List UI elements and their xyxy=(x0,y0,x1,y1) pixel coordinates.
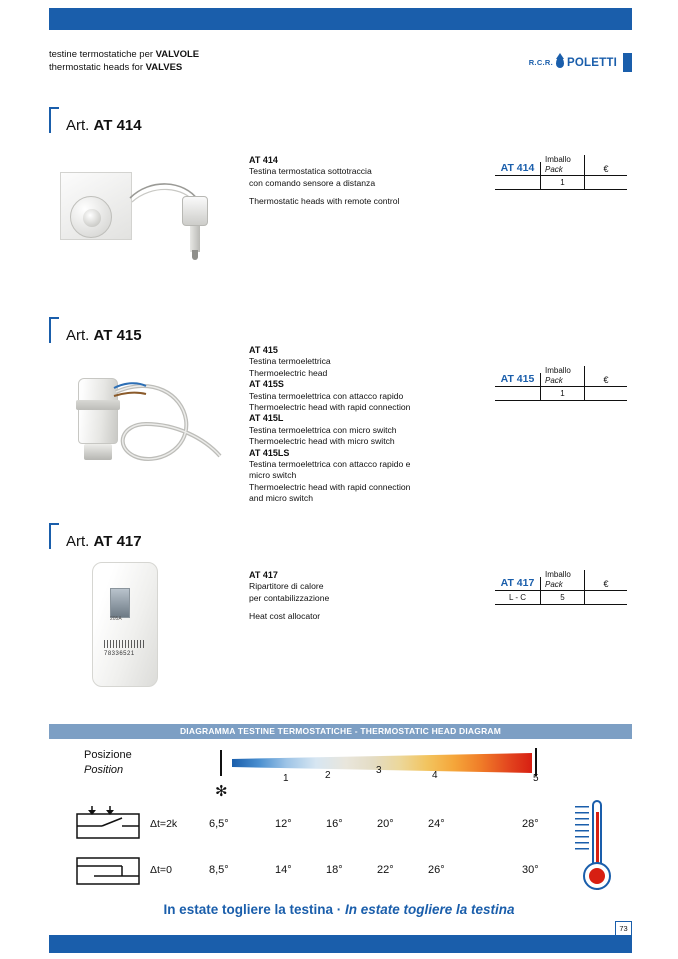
diagram-position-label: Posizione Position xyxy=(84,749,132,776)
position-number: 4 xyxy=(432,770,438,781)
footer-note-en: In estate togliere la testina xyxy=(345,902,515,917)
desc-line: Thermostatic heads with remote control xyxy=(249,196,400,207)
temp-value: 6,5° xyxy=(209,818,229,830)
desc-line: Thermoelectric head with rapid connection xyxy=(249,481,411,492)
table-cell-price xyxy=(585,387,627,400)
temp-value: 12° xyxy=(275,818,292,830)
table-cell-pack: 5 xyxy=(541,591,585,604)
delta-t-label-row2: Δt=0 xyxy=(150,864,172,876)
price-table-at414 xyxy=(495,155,627,190)
logo-bar-block xyxy=(623,53,632,72)
temp-value: 28° xyxy=(522,818,539,830)
desc-line: per contabilizzazione xyxy=(249,592,330,603)
table-art-code: AT 417 xyxy=(495,577,541,590)
desc-line: Testina termoelettrica con micro switch xyxy=(249,424,397,435)
temp-value: 16° xyxy=(326,818,343,830)
price-table-at417 xyxy=(495,570,627,605)
desc-code: AT 417 xyxy=(249,570,278,580)
company-logo xyxy=(529,53,632,72)
footer-note-it: In estate togliere la testina xyxy=(163,902,333,917)
temp-value: 30° xyxy=(522,864,539,876)
description-at415 xyxy=(249,345,484,505)
table-currency-header: € xyxy=(603,375,609,385)
top-blue-bar xyxy=(49,8,632,30)
table-cell-art xyxy=(495,387,541,400)
section-title-at415: Art. AT 415 xyxy=(66,326,142,344)
desc-line: Testina termoelettrica xyxy=(249,356,331,367)
table-currency-header: € xyxy=(603,164,609,174)
temp-value: 26° xyxy=(428,864,445,876)
thermometer-scale-icon xyxy=(575,806,589,854)
asterisk-marker: ✻ xyxy=(215,783,228,800)
temp-value: 18° xyxy=(326,864,343,876)
table-cell-art: L - C xyxy=(495,591,541,604)
desc-line: micro switch xyxy=(249,470,297,481)
header-line-it: testine termostatiche per xyxy=(49,49,156,60)
header-line-en-bold: VALVES xyxy=(145,62,183,73)
page-number: 73 xyxy=(615,921,632,936)
corner-bracket-icon xyxy=(49,523,59,549)
header-line-it-bold: VALVOLE xyxy=(155,49,200,60)
table-cell-price xyxy=(585,176,627,189)
valve-symbol-dt0-icon xyxy=(76,852,142,886)
desc-line: Heat cost allocator xyxy=(249,611,321,622)
section-title-at417: Art. AT 417 xyxy=(66,532,142,550)
desc-line: con comando sensore a distanza xyxy=(249,177,376,188)
table-art-code: AT 415 xyxy=(495,373,541,386)
page-header-text xyxy=(49,48,199,74)
section-header-at417 xyxy=(49,528,142,554)
temp-value: 8,5° xyxy=(209,864,229,876)
position-number: 1 xyxy=(283,773,289,784)
table-pack-header: Imballo Pack xyxy=(541,155,585,175)
logo-rcr-text: R.C.R. xyxy=(528,58,554,67)
position-number: 3 xyxy=(376,765,382,776)
scale-end-tick xyxy=(535,748,537,776)
desc-code: AT 414 xyxy=(249,155,278,165)
desc-line: Thermoelectric head with rapid connection xyxy=(249,402,411,413)
desc-code: AT 415LS xyxy=(249,447,290,458)
position-number: 2 xyxy=(325,770,331,781)
section-header-at414 xyxy=(49,112,142,138)
footer-note: In estate togliere la testina · In estate togliere la testina xyxy=(163,902,515,917)
description-at417 xyxy=(249,570,479,623)
diagram-title-band: DIAGRAMMA TESTINE TERMOSTATICHE - THERMOSTATIC HEAD DIAGRAM xyxy=(49,724,632,739)
table-pack-header: Imballo Pack xyxy=(541,570,585,590)
desc-code: AT 415L xyxy=(249,413,284,424)
desc-line: Thermoelectric head xyxy=(249,367,328,378)
at417-barcode-number: 78336521 xyxy=(104,651,135,657)
table-cell-price xyxy=(585,591,627,604)
cable-loop-icon xyxy=(112,380,232,490)
description-at414 xyxy=(249,155,479,208)
table-art-code: AT 414 xyxy=(495,162,541,175)
water-drop-icon xyxy=(556,57,564,68)
bottom-blue-bar xyxy=(49,935,632,953)
logo-poletti-text: POLETTI xyxy=(567,56,617,69)
table-pack-header: Imballo Pack xyxy=(541,366,585,386)
temp-value: 22° xyxy=(377,864,394,876)
thermometer-bulb-fill xyxy=(589,868,605,884)
desc-line: and micro switch xyxy=(249,493,313,504)
position-number: 5 xyxy=(533,773,539,784)
desc-line: Thermoelectric head with micro switch xyxy=(249,436,395,447)
table-cell-pack: 1 xyxy=(541,387,585,400)
desc-line: Testina termoelettrica con attacco rapido e xyxy=(249,459,411,470)
corner-bracket-icon xyxy=(49,317,59,343)
temp-value: 24° xyxy=(428,818,445,830)
temp-value: 20° xyxy=(377,818,394,830)
at417-serial-code: 205A xyxy=(110,616,122,622)
table-currency-header: € xyxy=(603,579,609,589)
temp-value: 14° xyxy=(275,864,292,876)
price-table-at415 xyxy=(495,366,627,401)
section-header-at415 xyxy=(49,322,142,348)
header-line-en: thermostatic heads for xyxy=(49,62,146,73)
scale-start-tick xyxy=(220,750,222,776)
table-cell-art xyxy=(495,176,541,189)
temperature-gradient-bar xyxy=(232,753,532,773)
desc-code: AT 415S xyxy=(249,379,284,390)
table-cell-pack: 1 xyxy=(541,176,585,189)
desc-line: Testina termostatica sottotraccia xyxy=(249,166,372,177)
desc-line: Testina termoelettrica con attacco rapido xyxy=(249,390,404,401)
section-title-at414: Art. AT 414 xyxy=(66,116,142,134)
desc-code: AT 415 xyxy=(249,345,278,355)
corner-bracket-icon xyxy=(49,107,59,133)
valve-symbol-dt2k-icon xyxy=(76,806,142,840)
delta-t-label-row1: Δt=2k xyxy=(150,818,178,830)
desc-line: Ripartitore di calore xyxy=(249,581,324,592)
